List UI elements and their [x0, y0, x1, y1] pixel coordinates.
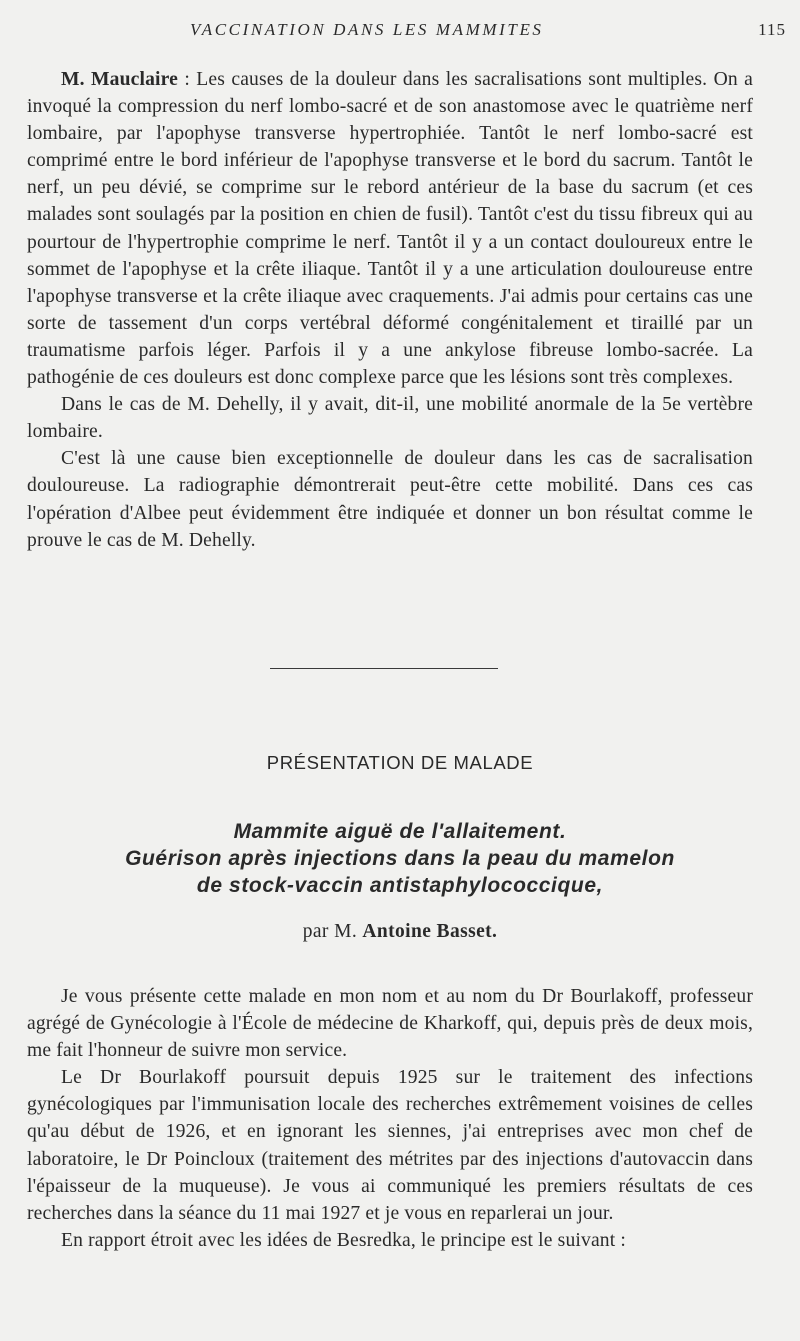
- article-paragraph: Le Dr Bourlakoff poursuit depuis 1925 sur le traitement des infections gynécologiques par l'immunisation locale des recherches extrêmement voisines de celles qu'au début de 1926, et en ignorant les siennes, j'ai entreprises avec mon chef de laboratoire, le Dr Poincloux (traitement des métrites par des injections d'autovaccin dans l'épaisseur de la muqueuse). Je vous ai communiqué les premiers résultats de ces recherches dans la séance du 11 mai 1927 et je vous en reparlerai un jour.: [27, 1067, 753, 1224]
- article-title: [0, 818, 800, 899]
- byline-author: Antoine Basset.: [362, 921, 498, 942]
- article-title-line: Guérison après injections dans la peau du mamelon: [125, 847, 675, 870]
- article-paragraph: En rapport étroit avec les idées de Besredka, le principe est le suivant :: [61, 1229, 626, 1251]
- speaker-name: M. Mauclaire: [61, 69, 178, 90]
- discussion-text: : Les causes de la douleur dans les sacralisations sont multiples. On a invoqué la compression du nerf lombo-sacré et de son anastomose avec le quatrième nerf lombaire, par l'apophyse transverse hypertrophiée. Tantôt le nerf lombo-sacré est comprimé entre le bord inférieur de l'apophyse transverse et le bord du sacrum. Tantôt le nerf, un peu dévié, se comprime sur le rebord antérieur de la base du sacrum (et ces malades sont soulagés par la position en chien de fusil). Tantôt c'est du tissu fibreux qui au pourtour de l'hypertrophie comprime le nerf. Tantôt il y a un contact douloureux entre le sommet de l'apophyse et la crête iliaque. Tantôt il y a une articulation douloureuse entre l'apophyse transverse et la crête iliaque avec craquements. J'ai admis pour certains cas une sorte de tassement d'un corps vertébral déformé congénitalement et tiraillé par un traumatisme parfois léger. Parfois il y a une ankylose fibreuse lombo-sacrée. La pathogénie de ces douleurs est donc complexe parce que les lésions sont très complexes.: [27, 69, 753, 389]
- running-head: [0, 20, 800, 44]
- article-title-line: Mammite aiguë de l'allaitement.: [233, 820, 567, 843]
- byline: [0, 921, 800, 943]
- byline-prefix: par M.: [302, 921, 363, 942]
- discussion-paragraph: Dans le cas de M. Dehelly, il y avait, dit-il, une mobilité anormale de la 5e vertèbre lombaire.: [27, 394, 753, 443]
- discussion-paragraph: C'est là une cause bien exceptionnelle de douleur dans les cas de sacralisation douloureuse. La radiographie démontrerait peut-être cette mobilité. Dans ces cas l'opération d'Albee peut évidemment être indiquée et donner un bon résultat comme le prouve le cas de M. Dehelly.: [27, 448, 753, 551]
- discussion-paragraph: [27, 66, 753, 391]
- section-divider: [270, 668, 498, 669]
- article-paragraph: Je vous présente cette malade en mon nom et au nom du Dr Bourlakoff, professeur agrégé de Gynécologie à l'École de médecine de Kharkoff, qui, depuis près de deux mois, me fait l'honneur de suivre mon service.: [27, 986, 753, 1062]
- section-heading: PRÉSENTATION DE MALADE: [266, 752, 534, 773]
- article-title-line: de stock-vaccin antistaphylococcique,: [196, 874, 604, 897]
- article-body: [27, 983, 753, 1254]
- page-number: 115: [758, 20, 786, 39]
- discussion-block: [27, 66, 753, 554]
- running-title: VACCINATION DANS LES MAMMITES: [190, 20, 544, 39]
